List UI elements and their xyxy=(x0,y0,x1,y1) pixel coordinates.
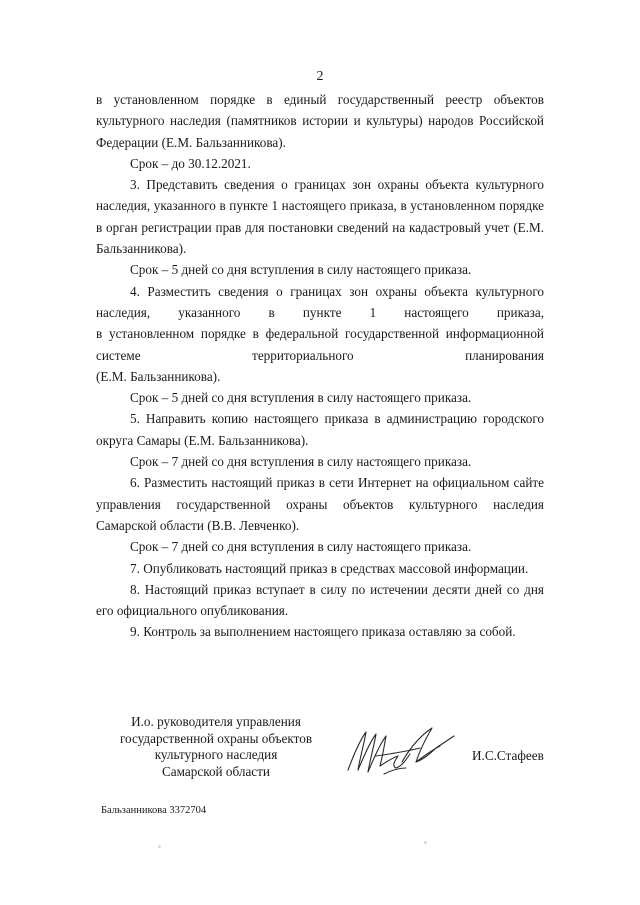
paragraph-item-8: 8. Настоящий приказ вступает в силу по истечении десяти дней со дня его официального опубликования. xyxy=(96,581,544,619)
paragraph-item-9: 9. Контроль за выполнением настоящего приказа оставляю за собой. xyxy=(130,624,516,640)
signatory-title xyxy=(96,714,336,780)
signatory-title-line: Самарской области xyxy=(162,763,270,779)
paragraph-deadline: Срок – 7 дней со дня вступления в силу настоящего приказа. xyxy=(130,539,472,555)
paragraph-item-3: 3. Представить сведения о границах зон охраны объекта культурного наследия, указанного в пункте 1 настоящего приказа, в установленном порядке в орган регистрации прав для постановки сведений на кадастровый учет (Е.М. Бальзанникова). xyxy=(96,177,544,257)
executor-note: Бальзанникова 3372704 xyxy=(101,805,207,816)
handwritten-signature xyxy=(340,718,460,780)
scan-speck: ◦ xyxy=(424,838,427,847)
signatory-name: И.С.Стафеев xyxy=(472,748,544,763)
signatory-title-line: государственной охраны объектов xyxy=(119,730,313,746)
paragraph-deadline: Срок – до 30.12.2021. xyxy=(130,155,251,171)
paragraph-item-4-responsible: (Е.М. Бальзанникова). xyxy=(96,368,221,384)
paragraph-item-7: 7. Опубликовать настоящий приказ в средствах массовой информации. xyxy=(130,560,529,576)
paragraph-deadline: Срок – 5 дней со дня вступления в силу настоящего приказа. xyxy=(130,390,472,406)
signatory-title-line: культурного наследия xyxy=(154,747,278,763)
document-body xyxy=(96,89,544,643)
signatory-title-line: И.о. руководителя управления xyxy=(131,714,301,729)
paragraph-item-4: 4. Разместить сведения о границах зон охраны объекта культурного наследия, указанного в пункте 1 настоящего приказа, xyxy=(96,283,544,320)
paragraph-item-6: 6. Разместить настоящий приказ в сети Интернет на официальном сайте управления государственной охраны объектов культурного наследия Самарской области (В.В. Левченко). xyxy=(96,475,544,533)
scan-speck: ◦ xyxy=(158,842,161,851)
paragraph-item-5: 5. Направить копию настоящего приказа в администрацию городского округа Самары (Е.М. Бальзанникова). xyxy=(96,411,544,448)
paragraph-deadline: Срок – 5 дней со дня вступления в силу настоящего приказа. xyxy=(130,262,472,278)
paragraph-item-4-continuation: в установленном порядке в федеральной государственной информационной системе территориального планирования xyxy=(96,326,544,363)
paragraph-continuation: в установленном порядке в единый государственный реестр объектов культурного наследия (памятников истории и культуры) народов Российской Федерации (Е.М. Бальзанникова). xyxy=(96,92,544,150)
page-number: 2 xyxy=(316,69,324,84)
paragraph-deadline: Срок – 7 дней со дня вступления в силу настоящего приказа. xyxy=(130,454,472,470)
